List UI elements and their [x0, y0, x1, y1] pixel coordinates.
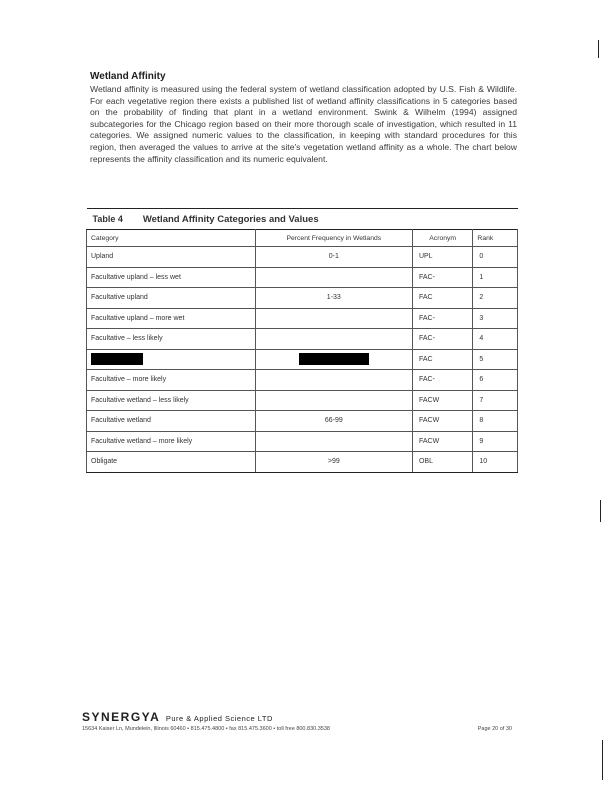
cell-acronym: FAC-: [412, 370, 472, 391]
logo-main-text: SYNERGYA: [82, 710, 161, 724]
table-row: [87, 452, 518, 473]
header-category: Category: [87, 230, 256, 247]
cell-acronym: FAC-: [412, 308, 472, 329]
cell-category: Upland: [87, 247, 256, 268]
cell-acronym: FACW: [412, 411, 472, 432]
cell-rank: 7: [473, 390, 518, 411]
cell-rank: 2: [473, 288, 518, 309]
table-caption-row: [87, 209, 518, 230]
scan-artifact: [600, 500, 601, 522]
cell-percent: >99: [255, 452, 412, 473]
scan-artifact: [598, 40, 599, 58]
cell-percent: 0-1: [255, 247, 412, 268]
cell-percent: [255, 267, 412, 288]
table-row: [87, 267, 518, 288]
cell-percent: 66-99: [255, 411, 412, 432]
cell-rank: 8: [473, 411, 518, 432]
cell-category: Facultative – more likely: [87, 370, 256, 391]
cell-category: Facultative wetland: [87, 411, 256, 432]
table-row: [87, 329, 518, 350]
cell-category: [87, 349, 256, 370]
body-paragraph: Wetland affinity is measured using the federal system of wetland classification adopted by U.S. Fish & Wildlife. For each vegetative region there exists a published list of wetland affinity classifications in 5 categories based on the probability of finding that plant in a wetland environment. Swink & Wilhelm (1994) assigned subcategories for the Chicago region based on their more thorough scale of investigation, which resulted in 11 categories. We assigned numeric values to the classification, in keeping with standard procedures for this region, then averaged the values to arrive at the site's vegetation wetland affinity as a whole. The chart below represents the affinity classification and its numeric equivalent.: [90, 84, 517, 164]
cell-percent: [255, 329, 412, 350]
cell-percent: [255, 349, 412, 370]
cell-acronym: FAC-: [412, 267, 472, 288]
cell-rank: 10: [473, 452, 518, 473]
cell-category: Facultative – less likely: [87, 329, 256, 350]
cell-acronym: FACW: [412, 390, 472, 411]
footer-address: 15634 Kaiser Ln, Mundelein, Illinois 60460 • 815.475.4800 • fax 815.475.3600 • toll free 800.830.3538: [82, 726, 330, 732]
cell-category: Facultative upland – more wet: [87, 308, 256, 329]
logo-subtitle: Pure & Applied Science LTD: [165, 714, 273, 723]
cell-rank: 0: [473, 247, 518, 268]
header-acronym: Acronym: [412, 230, 472, 247]
table-row: [87, 390, 518, 411]
company-logo: [82, 710, 273, 724]
redaction-bar: [91, 353, 143, 365]
redaction-bar: [299, 353, 369, 365]
cell-percent: [255, 390, 412, 411]
cell-rank: 9: [473, 431, 518, 452]
header-rank: Rank: [473, 230, 518, 247]
table-row: [87, 349, 518, 370]
table-row: [87, 308, 518, 329]
cell-percent: [255, 308, 412, 329]
cell-category: Obligate: [87, 452, 256, 473]
table-row: [87, 431, 518, 452]
cell-percent: [255, 370, 412, 391]
cell-rank: 6: [473, 370, 518, 391]
scan-artifact: [602, 740, 603, 780]
cell-category: Facultative upland: [87, 288, 256, 309]
cell-category: Facultative wetland – more likely: [87, 431, 256, 452]
cell-acronym: FAC-: [412, 329, 472, 350]
wetland-affinity-table: [86, 208, 518, 473]
cell-rank: 1: [473, 267, 518, 288]
table-number: Table 4: [92, 213, 123, 224]
cell-acronym: FAC: [412, 349, 472, 370]
page-number: Page 20 of 30: [477, 726, 512, 732]
cell-rank: 3: [473, 308, 518, 329]
table-header-row: [87, 230, 518, 247]
cell-acronym: OBL: [412, 452, 472, 473]
table-row: [87, 288, 518, 309]
cell-acronym: FAC: [412, 288, 472, 309]
table-row: [87, 370, 518, 391]
cell-percent: 1-33: [255, 288, 412, 309]
table-row: [87, 411, 518, 432]
header-percent: Percent Frequency in Wetlands: [255, 230, 412, 247]
page-footer: [82, 726, 512, 732]
table-title: Wetland Affinity Categories and Values: [142, 213, 319, 225]
cell-acronym: UPL: [412, 247, 472, 268]
cell-category: Facultative upland – less wet: [87, 267, 256, 288]
cell-percent: [255, 431, 412, 452]
table-row: [87, 247, 518, 268]
cell-rank: 4: [473, 329, 518, 350]
cell-acronym: FACW: [412, 431, 472, 452]
cell-rank: 5: [473, 349, 518, 370]
cell-category: Facultative wetland – less likely: [87, 390, 256, 411]
section-title: Wetland Affinity: [90, 71, 166, 82]
